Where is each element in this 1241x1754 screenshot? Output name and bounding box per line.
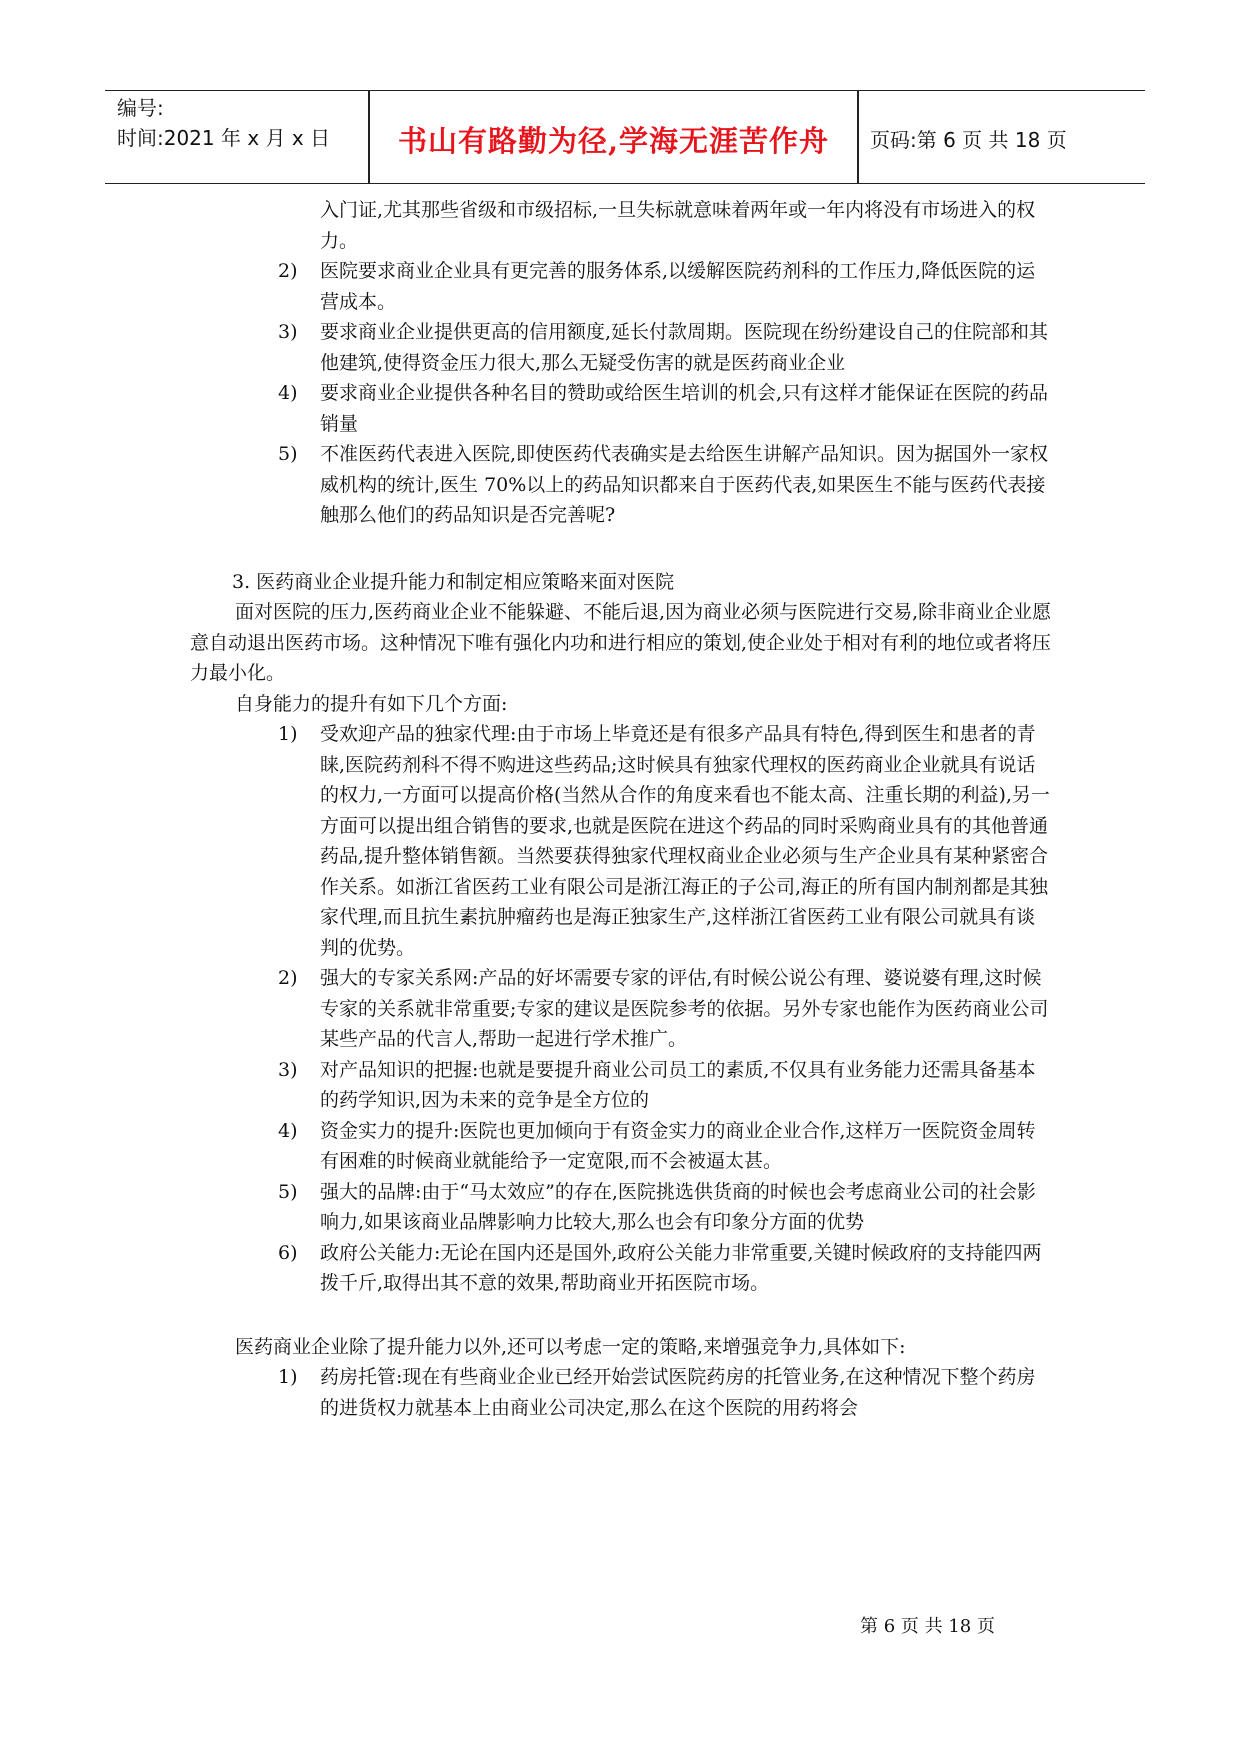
list-item-number: 2) <box>278 967 298 989</box>
list-item-text: 要求商业企业提供各种名目的赞助或给医生培训的机会,只有这样才能保证在医院的药品销量 <box>320 382 1049 435</box>
document-number-label: 编号: <box>117 96 164 120</box>
header-meta <box>117 93 372 153</box>
list-item-number: 4) <box>278 382 298 404</box>
list-item <box>0 1238 1054 1299</box>
list-item <box>0 256 1054 317</box>
list-item-text: 要求商业企业提供更高的信用额度,延长付款周期。医院现在纷纷建设自己的住院部和其他建筑,使得资金压力很大,那么无疑受伤害的就是医药商业企业 <box>320 321 1049 374</box>
list-item-text: 不准医药代表进入医院,即使医药代表确实是去给医生讲解产品知识。因为据国外一家权威机构的统计,医生 70%以上的药品知识都来自于医药代表,如果医生不能与医药代表接触那么他们的药品知识是否完善呢? <box>320 443 1049 526</box>
list-item-number: 4) <box>278 1119 298 1142</box>
list-item-text: 强大的品牌:由于“马太效应”的存在,医院挑选供货商的时候也会考虑商业公司的社会影响力,如果该商业品牌影响力比较大,那么也会有印象分方面的优势 <box>320 1180 1036 1233</box>
section-heading: 3. 医药商业企业提升能力和制定相应策略来面对医院 <box>232 570 675 593</box>
list-item <box>0 963 1054 1055</box>
page-footer: 第 6 页 共 18 页 <box>860 1616 995 1637</box>
list-item-number: 5) <box>278 1180 298 1203</box>
list-item-number: 3) <box>278 1058 298 1081</box>
continuation-text: 入门证,尤其那些省级和市级招标,一旦失标就意味着两年或一年内将没有市场进入的权力。 <box>320 199 1036 252</box>
list-item <box>0 378 1054 439</box>
paragraph: 自身能力的提升有如下几个方面: <box>235 692 508 715</box>
list-item-number: 2) <box>278 260 298 282</box>
document-body <box>0 195 1241 1423</box>
list-item-text: 政府公关能力:无论在国内还是国外,政府公关能力非常重要,关键时候政府的支持能四两拨千斤,取得出其不意的效果,帮助商业开拓医院市场。 <box>320 1241 1042 1294</box>
list-item <box>0 439 1054 531</box>
list-item-text: 强大的专家关系网:产品的好坏需要专家的评估,有时候公说公有理、婆说婆有理,这时候专家的关系就非常重要;专家的建议是医院参考的依据。另外专家也能作为医药商业公司某些产品的代言人,帮助一起进行学术推广。 <box>320 967 1049 1050</box>
page-header <box>105 90 1145 184</box>
spacer <box>0 1299 1241 1332</box>
list-item <box>0 1362 1054 1423</box>
list-item <box>0 1177 1054 1238</box>
list-item-number: 1) <box>278 723 298 745</box>
header-divider <box>857 91 859 183</box>
list-item <box>0 317 1054 378</box>
list-item-number: 1) <box>278 1366 298 1388</box>
paragraph: 面对医院的压力,医药商业企业不能躲避、不能后退,因为商业必须与医院进行交易,除非商业企业愿意自动退出医药市场。这种情况下唯有强化内功和进行相应的策划,使企业处于相对有利的地位或者将压力最小化。 <box>190 601 1052 684</box>
header-motto: 书山有路勤为径,学海无涯苦作舟 <box>397 124 830 158</box>
list-item-text: 受欢迎产品的独家代理:由于市场上毕竟还是有很多产品具有特色,得到医生和患者的青睐,医院药剂科不得不购进这些药品;这时候具有独家代理权的医药商业企业就具有说话的权力,一方面可以提高价格(当然从合作的角度来看也不能太高、注重长期的利益),另一方面可以提出组合销售的要求,也就是医院在进这个药品的同时采购商业具有的其他普通药品,提升整体销售额。当然要获得独家代理权商业企业必须与生产企业具有某种紧密合作关系。如浙江省医药工业有限公司是浙江海正的子公司,海正的所有国内制剂都是其独家代理,而且抗生素抗肿瘤药也是海正独家生产,这样浙江省医药工业有限公司就具有谈判的优势。 <box>320 723 1050 959</box>
list-item <box>0 1116 1054 1177</box>
list-item-text: 资金实力的提升:医院也更加倾向于有资金实力的商业企业合作,这样万一医院资金周转有困难的时候商业就能给予一定宽限,而不会被逼太甚。 <box>320 1119 1036 1172</box>
header-page-number: 页码:第 6 页 共 18 页 <box>870 128 1067 152</box>
list-item-number: 3) <box>278 321 298 343</box>
list-item-text: 对产品知识的把握:也就是要提升商业公司员工的素质,不仅具有业务能力还需具备基本的药学知识,因为未来的竞争是全方位的 <box>320 1058 1036 1111</box>
list-item <box>0 719 1054 963</box>
document-time-label: 时间:2021 年 x 月 x 日 <box>117 126 331 150</box>
paragraph: 医药商业企业除了提升能力以外,还可以考虑一定的策略,来增强竞争力,具体如下: <box>235 1335 906 1358</box>
list-item <box>0 1055 1054 1116</box>
list-item-text: 药房托管:现在有些商业企业已经开始尝试医院药房的托管业务,在这种情况下整个药房的进货权力就基本上由商业公司决定,那么在这个医院的用药将会 <box>320 1366 1036 1419</box>
list-item-number: 5) <box>278 443 298 465</box>
list-item-text: 医院要求商业企业具有更完善的服务体系,以缓解医院药剂科的工作压力,降低医院的运营成本。 <box>320 260 1036 313</box>
list-item-number: 6) <box>278 1241 298 1264</box>
